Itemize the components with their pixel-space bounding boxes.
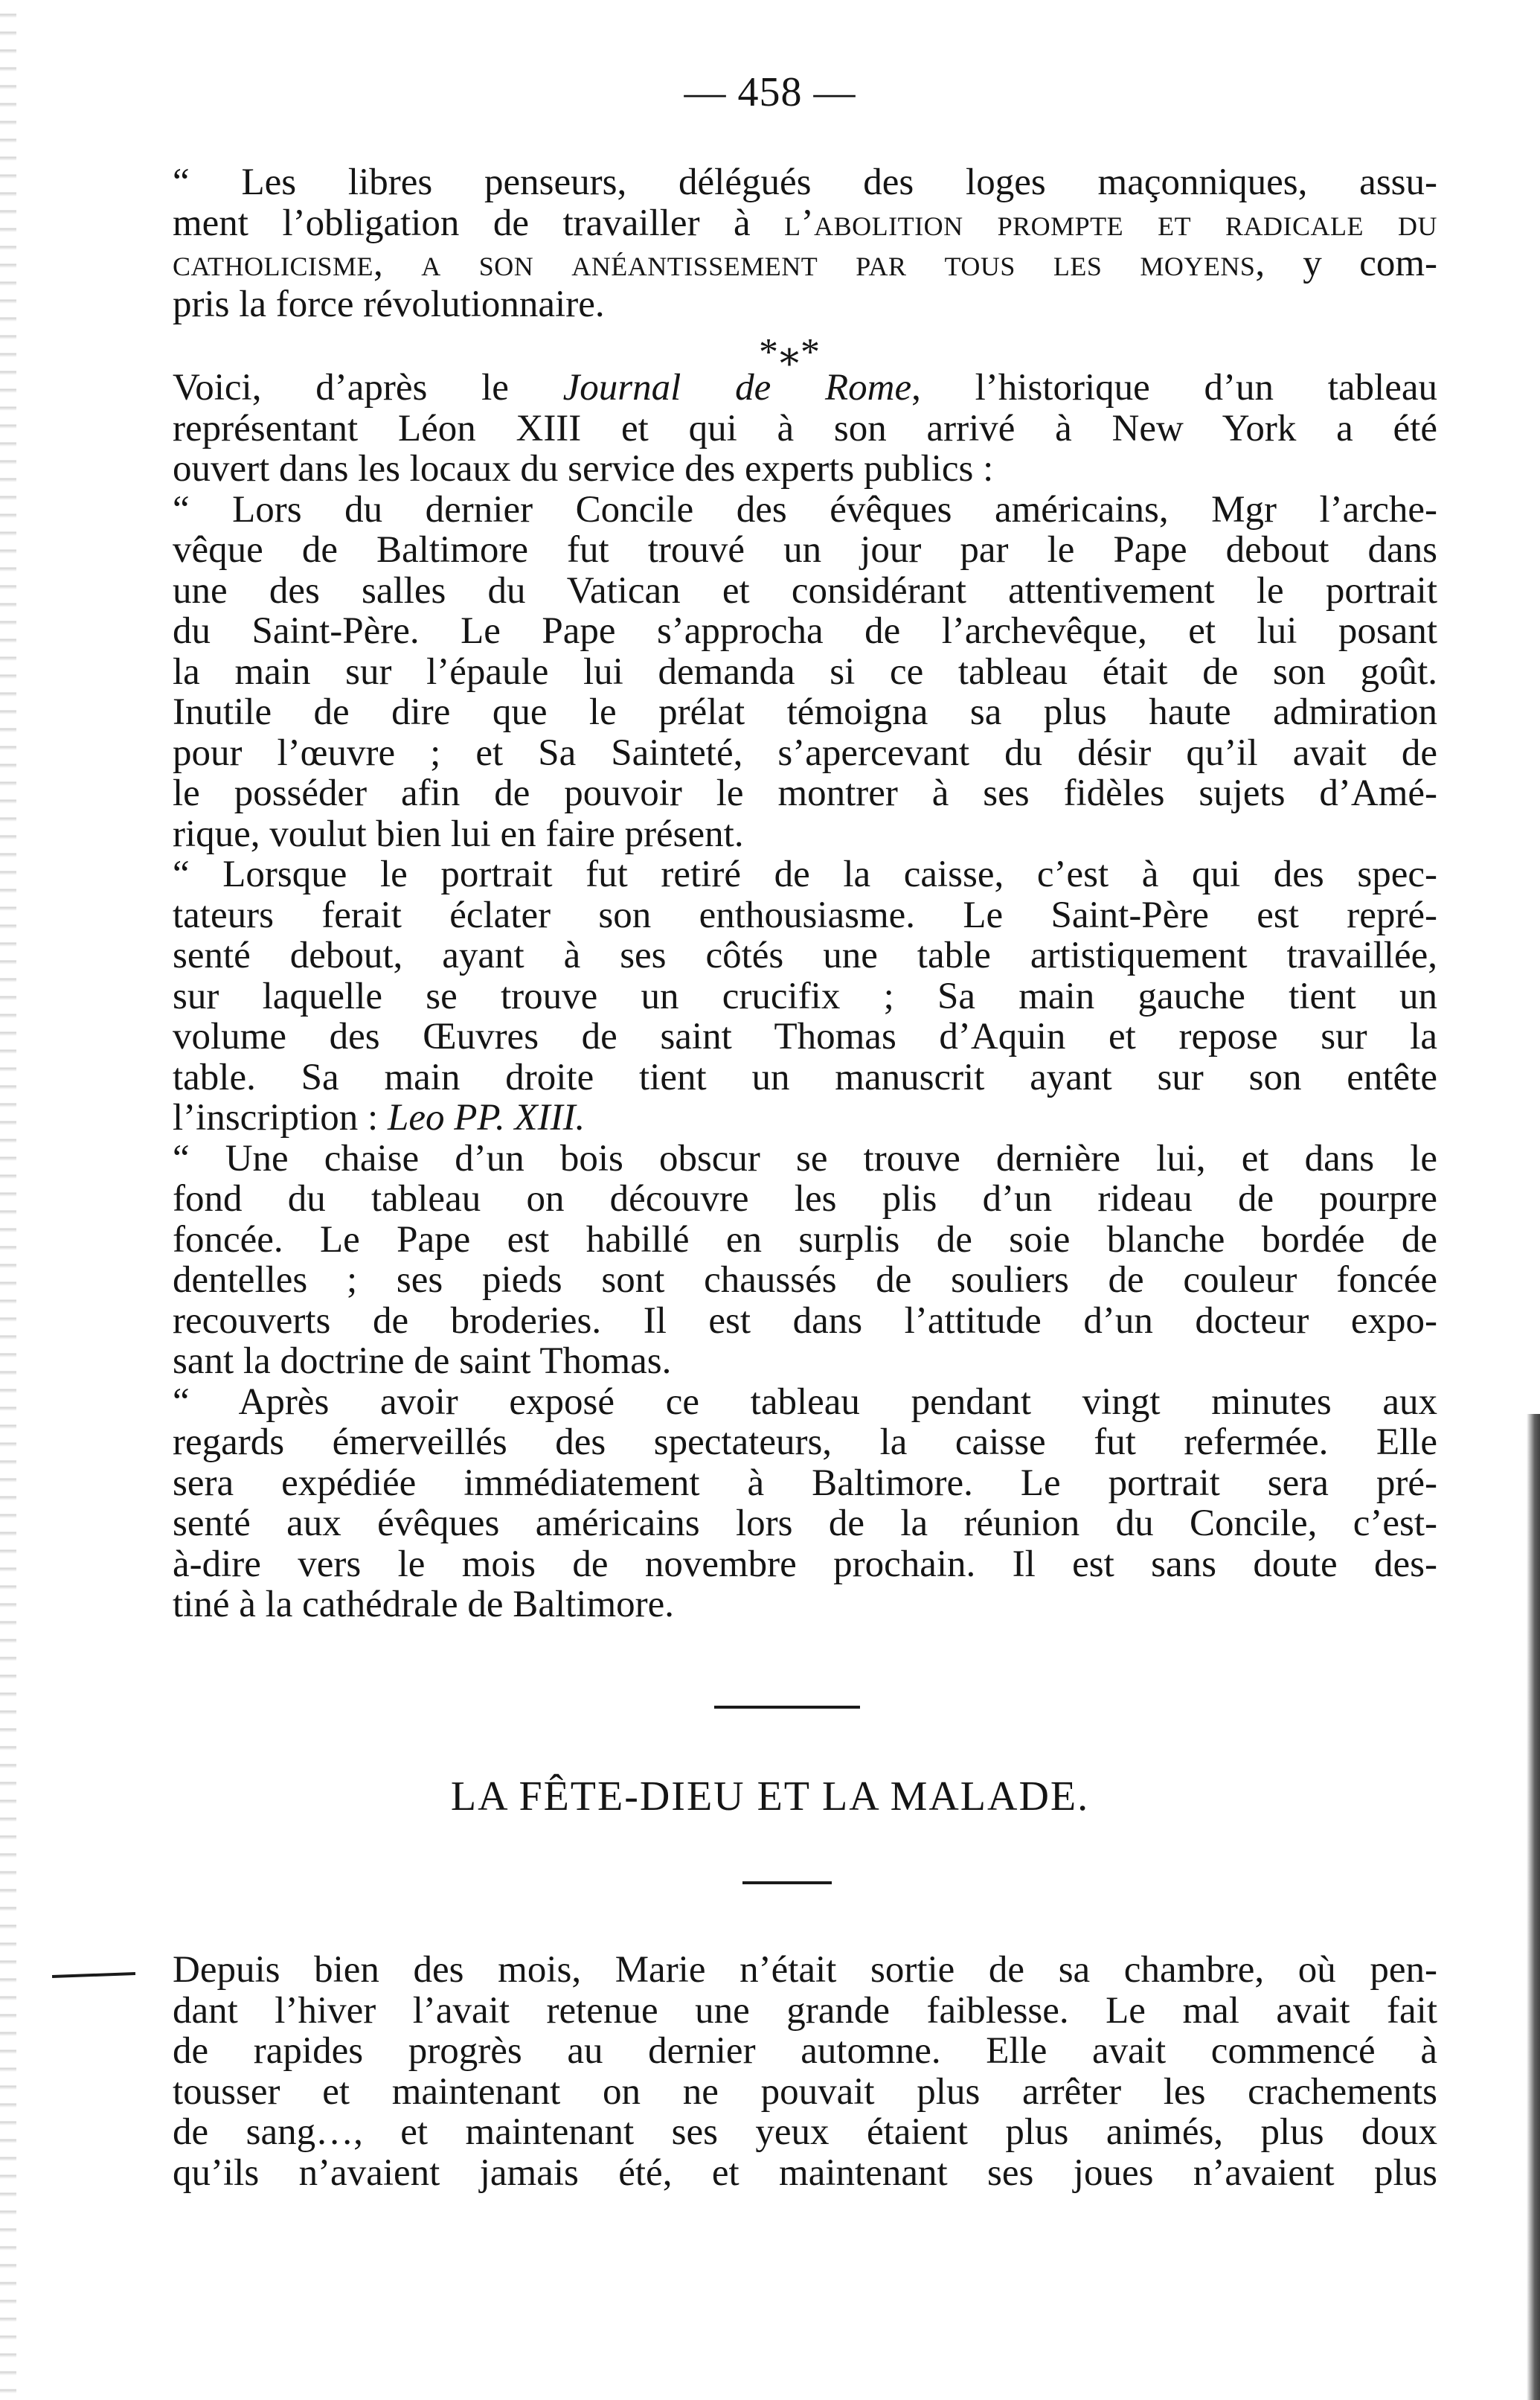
article-line: “ Lorsque le portrait fut retiré de la caisse, c’est à qui des spec- [173,854,1437,895]
article-line: sur laquelle se trouve un crucifix ; Sa main gauche tient un [173,975,1437,1017]
section-rule-top [714,1706,860,1709]
page-number: — 458 — [684,69,856,115]
article-line: l’inscription : Leo PP. XIII. [173,1097,585,1139]
section-line: de sang…, et maintenant ses yeux étaient plus animés, plus doux [173,2111,1437,2153]
article-line: senté debout, ayant à ses côtés une table artistiquement travaillée, [173,935,1437,976]
article-line: vêque de Baltimore fut trouvé un jour par le Pape debout dans [173,529,1437,571]
article-line: du Saint-Père. Le Pape s’approcha de l’archevêque, et lui posant [173,610,1437,652]
quote-line: “ Les libres penseurs, délégués des loges maçonniques, assu- [173,161,1437,203]
article-line: représentant Léon XIII et qui à son arrivé à New York a été [173,407,1437,449]
section-line: Depuis bien des mois, Marie n’était sortie de sa chambre, où pen- [173,1949,1437,1991]
article-line: recouverts de broderies. Il est dans l’attitude d’un docteur expo- [173,1299,1437,1342]
quote-line: ment l’obligation de travailler à l’abolition prompte et radicale du [173,202,1437,244]
section-rule-bottom [742,1881,832,1884]
article-line: tateurs ferait éclater son enthousiasme. Le Saint-Père est repré- [173,894,1437,936]
article-line: fond du tableau on découvre les plis d’un rideau de pourpre [173,1178,1437,1220]
section-line: tousser et maintenant on ne pouvait plus arrêter les crachements [173,2070,1437,2113]
quote-line: pris la force révolutionnaire. [173,283,605,325]
article-line: “ Après avoir exposé ce tableau pendant vingt minutes aux [173,1380,1437,1423]
section-line: de rapides progrès au dernier automne. Elle avait commencé à [173,2030,1437,2072]
article-line: table. Sa main droite tient un manuscrit ayant sur son entête [173,1056,1437,1098]
article-line: tiné à la cathédrale de Baltimore. [173,1584,675,1625]
small-caps-text: l’abolition prompte et radicale du [784,202,1437,244]
section-body [173,1950,1437,2193]
section-line: qu’ils n’avaient jamais été, et maintenant ses joues n’avaient plus [173,2151,1437,2194]
quote-paragraph [173,162,1437,324]
scan-right-edge [1527,1414,1540,2400]
asterism-separator: *⁎* [759,331,821,374]
article-line: la main sur l’épaule lui demanda si ce tableau était de son goût. [173,650,1437,693]
article-line: le posséder afin de pouvoir le montrer à ses fidèles sujets d’Amé- [173,772,1437,814]
article-line: dentelles ; ses pieds sont chaussés de souliers de couleur foncée [173,1259,1437,1301]
section-line: dant l’hiver l’avait retenue une grande faiblesse. Le mal avait fait [173,1989,1437,2032]
article-line: Inutile de dire que le prélat témoigna sa plus haute admiration [173,691,1437,733]
section-title: LA FÊTE-DIEU ET LA MALADE. [450,1773,1090,1820]
article-line: rique, voulut bien lui en faire présent. [173,813,744,855]
article-line: une des salles du Vatican et considérant attentivement le portrait [173,569,1437,612]
article-line: Voici, d’après le Journal de Rome, l’historique d’un tableau [173,367,1438,409]
article-line: ouvert dans les locaux du service des experts publics : [173,448,994,490]
article-line: sant la doctrine de saint Thomas. [173,1340,672,1382]
article-line: regards émerveillés des spectateurs, la caisse fut refermée. Elle [173,1421,1437,1463]
article-line: foncée. Le Pape est habillé en surplis de soie blanche bordée de [173,1218,1437,1261]
small-caps-text: catholicisme, a son anéantissement par tous les moyens, [173,243,1265,284]
quote-line: catholicisme, a son anéantissement par tous les moyens, y com- [173,243,1438,284]
article-body [173,368,1437,1625]
article-line: “ Une chaise d’un bois obscur se trouve dernière lui, et dans le [173,1137,1437,1180]
article-line: sera expédiée immédiatement à Baltimore. Le portrait sera pré- [173,1462,1437,1504]
article-line: senté aux évêques américains lors de la réunion du Concile, c’est- [173,1503,1437,1544]
scan-left-edge [0,0,16,2400]
article-line: “ Lors du dernier Concile des évêques américains, Mgr l’arche- [173,488,1437,531]
article-line: volume des Œuvres de saint Thomas d’Aquin et repose sur la [173,1016,1437,1057]
article-line: à-dire vers le mois de novembre prochain. Il est sans doute des- [173,1543,1437,1585]
margin-pen-mark [52,1972,135,1978]
article-line: pour l’œuvre ; et Sa Sainteté, s’apercevant du désir qu’il avait de [173,732,1437,774]
